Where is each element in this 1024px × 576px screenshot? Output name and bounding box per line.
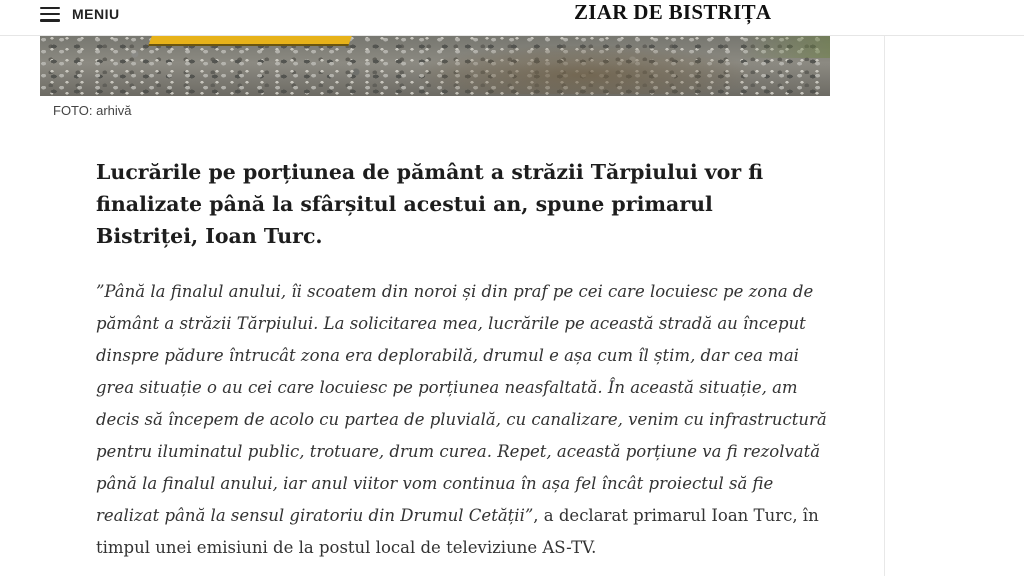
menu-label: MENIU xyxy=(72,6,120,22)
top-bar xyxy=(0,0,1024,36)
article-paragraph xyxy=(96,276,841,564)
menu-button[interactable] xyxy=(40,3,120,25)
article-lead: Lucrările pe porțiunea de pământ a străzii Tărpiului vor fi finalizate până la sfârșitul acestui an, spune primarul Bistriței, Ioan Turc. xyxy=(96,160,764,248)
photo-caption: FOTO: arhivă xyxy=(53,103,132,118)
quote-text: ”Până la finalul anului, îi scoatem din noroi și din praf pe cei care locuiesc pe zona de pământ a străzii Tărpiului. La solicitarea mea, lucrările pe această stradă au început dinspre pădure întrucât zona era deplorabilă, drumul e așa cum îl știm, dar cea mai grea situație o au cei care locuiesc pe porțiunea neasfaltată. În această situație, am decis să începem de acolo cu partea de pluvială, cu canalizare, venim cu infrastructură pentru iluminatul public, trotuare, drum curea. Repet, această porțiune va fi rezolvată până la finalul anului, iar anul viitor vom continua în așa fel încât proiectul să fie realizat până la sensul giratoriu din Drumul Cetății” xyxy=(96,282,827,525)
sidebar-divider xyxy=(884,36,885,576)
quote-attribution: , a declarat primarul Ioan Turc, în timpul unei emisiuni de la postul local de televiziune AS-TV. xyxy=(96,506,819,557)
site-logo-title[interactable]: ZIAR DE BISTRIȚA xyxy=(574,0,772,24)
article-photo xyxy=(40,36,830,96)
hamburger-icon xyxy=(40,7,60,22)
